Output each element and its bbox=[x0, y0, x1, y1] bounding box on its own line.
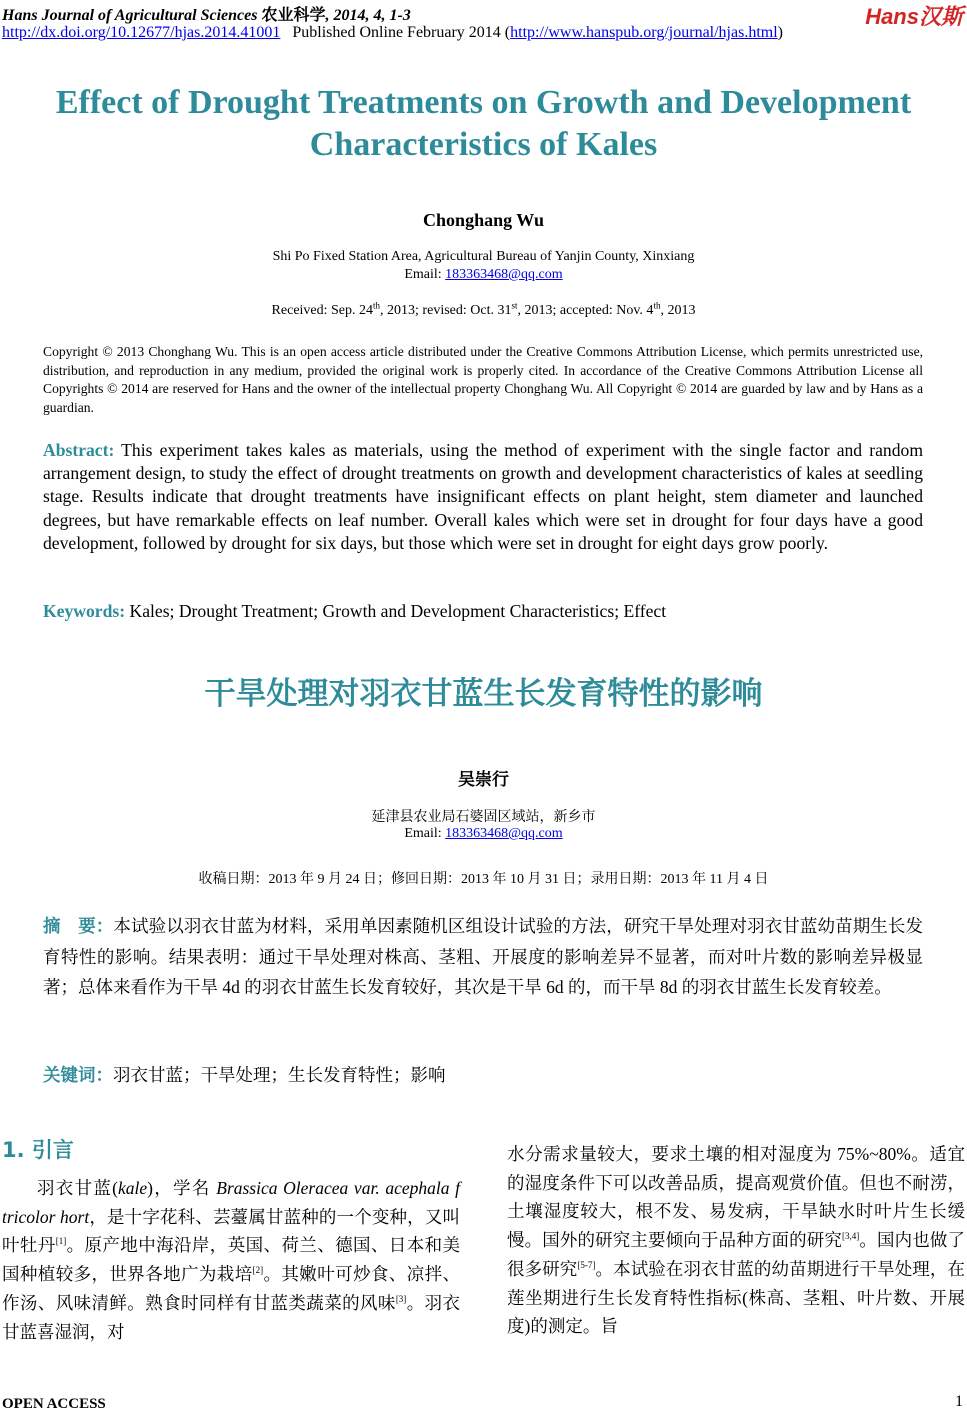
email-label: Email: bbox=[404, 267, 446, 282]
paper-title-en: Effect of Drought Treatments on Growth and Development Characteristics of Kales bbox=[55, 84, 912, 163]
affiliation-en: Shi Po Fixed Station Area, Agricultural Bureau of Yanjin County, Xinxiang bbox=[272, 249, 695, 264]
dates-cn: 收稿日期：2013 年 9 月 24 日；修回日期：2013 年 10 月 31 日；录用日期：2013 年 11 月 4 日 bbox=[198, 872, 769, 887]
abstract-cn bbox=[43, 911, 923, 1002]
dates-en bbox=[0, 300, 967, 319]
keywords-label-en: Keywords: bbox=[43, 601, 126, 621]
page-number: 1 bbox=[955, 1393, 963, 1410]
revised-sup: st bbox=[511, 300, 518, 311]
journal-name-cn: 农业科学 bbox=[261, 7, 326, 24]
author-en: Chonghang Wu bbox=[423, 210, 544, 230]
keywords-text-en: Kales; Drought Treatment; Growth and Development Characteristics; Effect bbox=[125, 601, 667, 621]
paper-title-cn: 干旱处理对羽衣甘蓝生长发育特性的影响 bbox=[204, 676, 763, 712]
email-line-cn bbox=[0, 826, 967, 842]
hans-logo: Hans汉斯 bbox=[865, 4, 963, 29]
abstract-label-cn: 摘 要： bbox=[43, 917, 114, 937]
affiliation-cn: 延津县农业局石婆固区域站，新乡市 bbox=[371, 810, 596, 825]
accepted-sup: th bbox=[653, 300, 661, 311]
accepted-year: , 2013 bbox=[660, 303, 696, 318]
email-line-en bbox=[0, 267, 967, 283]
text-run: )，学名 bbox=[147, 1178, 217, 1198]
abstract-text-cn: 本试验以羽衣甘蓝为材料，采用单因素随机区组设计试验的方法，研究干旱处理对羽衣甘蓝幼苗期生长发育特性的影响。结果表明：通过干旱处理对株高、茎粗、开展度的影响差异不显著，而对叶片数的影响差异极显著；总体来看作为干旱 4d 的羽衣甘蓝生长发育较好，其次是干旱 6d 的，而干旱 8d 的羽衣甘蓝生长发育较差。 bbox=[43, 916, 924, 997]
email-link-cn[interactable]: 183363468@qq.com bbox=[445, 826, 563, 841]
text-run: 。原产地中海沿岸，英国、荷兰、德国、日本和美国种植较多，世界各地广为栽培 bbox=[2, 1235, 461, 1285]
keywords-text-cn: 羽衣甘蓝；干旱处理；生长发育特性；影响 bbox=[113, 1065, 446, 1085]
abstract-label-en: Abstract: bbox=[43, 440, 115, 460]
body-column-right bbox=[507, 1140, 965, 1341]
section-heading-introduction: 1. 引言 bbox=[2, 1138, 74, 1162]
text-run: 。国内也做了很多研究 bbox=[507, 1230, 965, 1279]
italic-kale: kale bbox=[117, 1178, 148, 1198]
abstract-en bbox=[43, 439, 923, 555]
accepted-date: , 2013; accepted: Nov. 4 bbox=[517, 303, 654, 318]
received-date: Received: Sep. 24 bbox=[271, 303, 374, 318]
citation-ref[interactable]: [2] bbox=[252, 1265, 264, 1276]
intro-paragraph bbox=[2, 1174, 460, 1346]
text-run: 。其嫩叶可炒食、凉拌、作汤、风味清鲜。熟食时同样有甘蓝类蔬菜的风味 bbox=[2, 1264, 461, 1313]
journal-url-link[interactable]: http://www.hanspub.org/journal/hjas.html bbox=[510, 24, 778, 41]
copyright-notice: Copyright © 2013 Chonghang Wu. This is an open access article distributed under the Creative Commons Attribution License, which permits unrestricted use, distribution, and reproduction in any medium, provided the original work is properly cited. In accordance of the Creative Commons Attribution License all Copyrights © 2014 are reserved for Hans and the owner of the intellectual property Chonghang Wu. All Copyright © 2014 are guarded by law and by Hans as a guardian. bbox=[43, 344, 923, 415]
text-run: 。羽衣甘蓝喜湿润，对 bbox=[2, 1292, 461, 1342]
text-run: 水分需求量较大，要求土壤的相对湿度为 75%~80%。适宜的湿度条件下可以改善品质，提高观赏价值。但也不耐涝，土壤湿度较大，根不发、易发病，干旱缺水时叶片生长缓慢。国外的研究主要倾向于品种方面的研究 bbox=[507, 1144, 965, 1251]
journal-header bbox=[2, 2, 411, 25]
body-column-left bbox=[2, 1174, 460, 1346]
text-run: 。本试验在羽衣甘蓝的幼苗期进行干旱处理，在莲坐期进行生长发育特性指标(株高、茎粗、叶片数、开展度)的测定。旨 bbox=[507, 1258, 966, 1337]
revised-date: , 2013; revised: Oct. 31 bbox=[380, 303, 512, 318]
author-cn: 吴崇行 bbox=[458, 770, 509, 789]
doi-link[interactable]: http://dx.doi.org/10.12677/hjas.2014.41001 bbox=[2, 24, 281, 41]
citation-ref[interactable]: [3,4] bbox=[841, 1231, 860, 1242]
keywords-label-cn: 关键词： bbox=[43, 1066, 113, 1086]
text-run: ，是十字花科、芸薹属甘蓝种的一个变种，又叫叶牡丹 bbox=[2, 1206, 460, 1256]
journal-name: Hans Journal of Agricultural Sciences bbox=[2, 7, 258, 24]
received-sup: th bbox=[373, 300, 381, 311]
doi-line bbox=[2, 24, 783, 42]
citation-ref[interactable]: [3] bbox=[395, 1293, 407, 1304]
abstract-text-en: This experiment takes kales as materials, using the method of experiment with the single factor and random arrangement design, to study the effect of drought treatments on growth and development characteristics of kales at seedling stage. Results indicate that drought treatments have insignificant effects on plant height, stem diameter and launched degrees, but have remarkable effects on leaf number. Overall kales which were set in drought for four days have a good development, followed by drought for six days, but those which were set in drought for eight days grow poorly. bbox=[43, 440, 923, 553]
volume-info: , 2014, 4, 1-3 bbox=[325, 7, 411, 24]
citation-ref[interactable]: [5-7] bbox=[577, 1259, 596, 1270]
latin-name: Brassica Oleracea var. acephala f tricolor hort bbox=[2, 1178, 461, 1227]
email-link-en[interactable]: 183363468@qq.com bbox=[445, 267, 563, 282]
published-suffix: ) bbox=[777, 24, 783, 41]
citation-ref[interactable]: [1] bbox=[55, 1236, 67, 1247]
intro-paragraph-cont bbox=[507, 1140, 965, 1341]
open-access-label: OPEN ACCESS bbox=[2, 1396, 106, 1412]
text-run: 羽衣甘蓝( bbox=[37, 1178, 118, 1198]
keywords-cn bbox=[43, 1060, 923, 1091]
email-label-cn: Email: bbox=[404, 826, 446, 841]
published-online: Published Online February 2014 ( bbox=[292, 24, 511, 41]
keywords-en bbox=[43, 600, 923, 623]
